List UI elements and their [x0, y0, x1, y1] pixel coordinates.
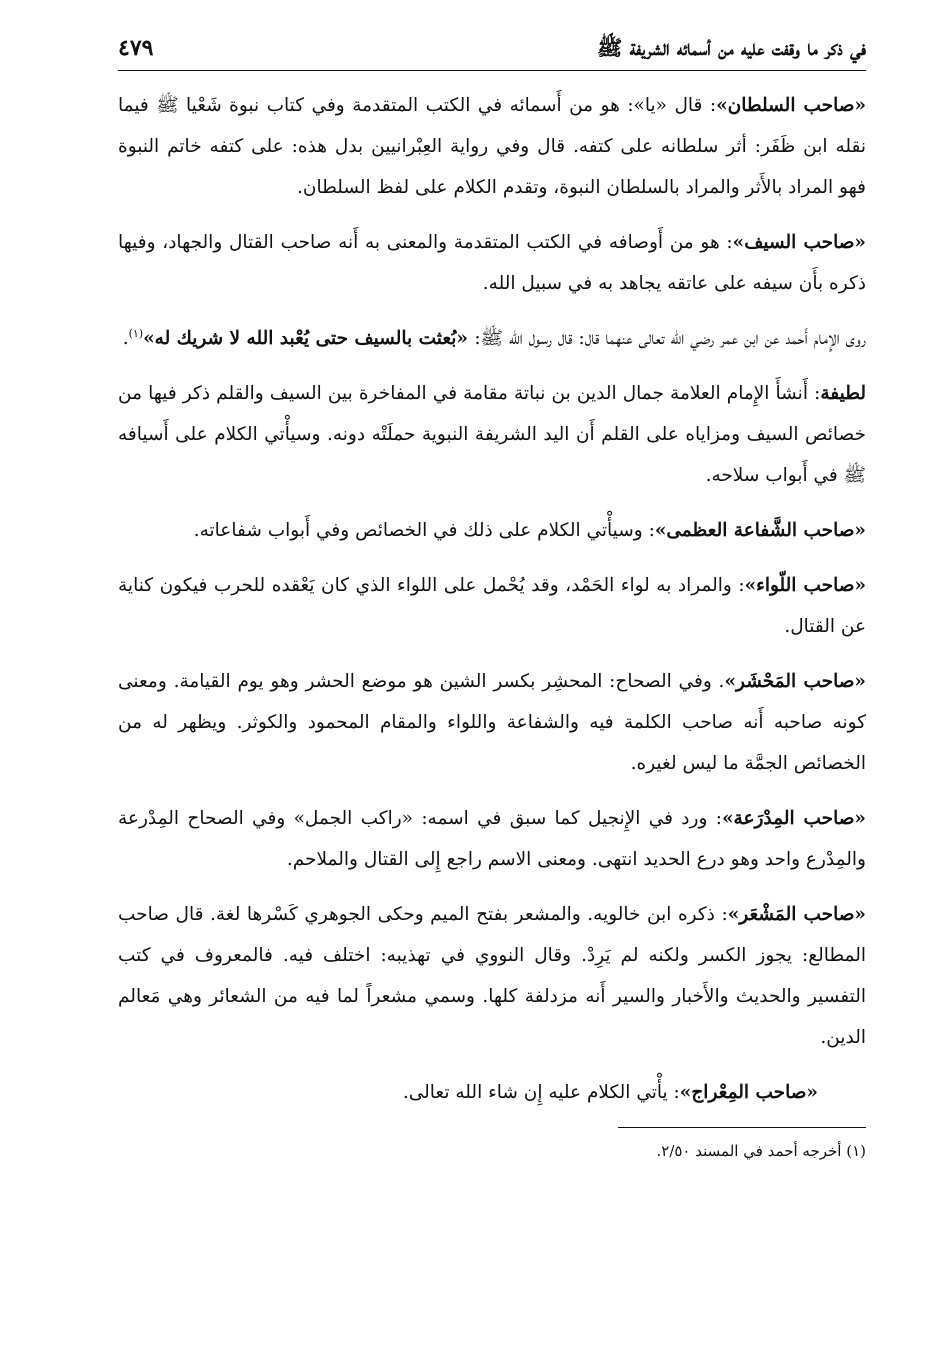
entry-term: «صاحب السيف»: [732, 232, 866, 253]
entry-term: «صاحب الشَّفاعة العظمى»: [654, 520, 866, 541]
entry-sahib-al-miraj: [118, 1072, 866, 1113]
book-page: [118, 28, 866, 1164]
entry-text: : ورد في الإِنجيل كما سبق في اسمه: «راكب الجمل» وفي الصحاح المِدْرعة والمِدْرع واحد وهو درع الحديد انتهى. ومعنى الاسم راجع إِلى القتال والملاحم.: [118, 808, 866, 870]
entry-term: «صاحب المِعْراج»: [679, 1082, 818, 1103]
entry-text: روى الإِمام أَحمد عن ابن عمر رضي الله تعالى عنهما قال: قال رسول الله ﷺ:: [474, 328, 866, 349]
entry-tail: .: [122, 328, 129, 349]
entry-term: «صاحب اللّواء»: [744, 575, 867, 596]
entry-sahib-al-midraa: [118, 798, 866, 880]
entry-sahib-al-liwa: [118, 565, 866, 647]
entry-text: : هو من أَوصافه في الكتب المتقدمة والمعنى به أَنه صاحب القتال والجهاد، وفيها ذكره بأَن سيفه على عاتقه يجاهد به في سبيل الله.: [118, 232, 866, 294]
entry-sahib-al-shafaa: [118, 510, 866, 551]
entry-term: «صاحب المَحْشَر»: [724, 671, 866, 692]
hadith-quote: «بُعثت بالسيف حتى يُعْبد الله لا شريك له»: [143, 328, 475, 349]
entry-term: «صاحب المِدْرَعة»: [721, 808, 866, 829]
entry-text: : أَنشأَ الإِمام العلامة جمال الدين بن نباتة مقامة في المفاخرة بين السيف والقلم ذكر فيها من خصائص السيف ومزاياه على القلم أَن اليد الشريفة النبوية حملَتْه دونه. وسيأْتي الكلام على أَسيافه ﷺ في أَبواب سلاحه.: [118, 383, 866, 486]
footnote: (١) أخرجه أحمد في المسند ٢/٥٠.: [656, 1142, 866, 1160]
footnote-rule: [618, 1127, 866, 1128]
entry-hadith-ahmad: [118, 318, 866, 359]
entry-term: «صاحب المَشْعَر»: [727, 904, 866, 925]
running-head: [118, 28, 866, 68]
footnote-reference: (١): [128, 326, 144, 340]
entry-text: : يأْتي الكلام عليه إِن شاء الله تعالى.: [402, 1082, 680, 1103]
entry-sahib-al-mashar: [118, 894, 866, 1058]
entry-text: . وفي الصحاح: المحشِر بكسر الشين هو موضع الحشر وهو يوم القيامة. ومعنى كونه صاحبه أَنه صاحب الكلمة فيه والشفاعة واللواء والمقام المحمود والكوثر. ويظهر له من الخصائص الجمَّة ما ليس لغيره.: [118, 671, 866, 774]
entry-text: : ذكره ابن خالويه. والمشعر بفتح الميم وحكى الجوهري كَسْرها لغة. قال صاحب المطالع: يجوز الكسر ولكنه لم يَرِدْ. وقال النووي في تهذيبه: اختلف فيه. فالمعروف في كتب التفسير والحديث والأَخبار والسير أَنه مزدلفة كلها. وسمي مشعراً لما فيه من الشعائر وهي مَعالم الدين.: [118, 904, 866, 1048]
running-head-title: في ذكر ما وقفت عليه من أسمائه الشريفة ﷺ: [596, 35, 866, 60]
header-rule: [118, 70, 866, 71]
entry-sahib-al-mahshar: [118, 661, 866, 784]
entry-term: «صاحب السلطان»: [716, 95, 867, 116]
page-number: ٤٧٩: [118, 35, 154, 61]
entry-latifa: [118, 373, 866, 496]
entry-text: : قال «يا»: هو من أَسمائه في الكتب المتقدمة وفي كتاب نبوة شَعْيا ﷺ فيما نقله ابن ظَفَر: أثر سلطانه على كتفه. قال وفي رواية العِبْرانيين بدل هذه: على كتفه خاتم النبوة فهو المراد بالأَثر والمراد بالسلطان النبوة، وتقدم الكلام على لفظ السلطان.: [118, 95, 866, 198]
entry-text: : وسيأْتي الكلام على ذلك في الخصائص وفي أَبواب شفاعاته.: [193, 520, 655, 541]
entry-sahib-al-sayf: [118, 222, 866, 304]
entry-term: لطيفة: [820, 383, 866, 404]
entry-text: : والمراد به لواء الحَمْد، وقد يُحْمل على اللواء الذي كان يَعْقده للحرب فيكون كناية عن القتال.: [118, 575, 866, 637]
entry-sahib-al-sultan: [118, 85, 866, 208]
